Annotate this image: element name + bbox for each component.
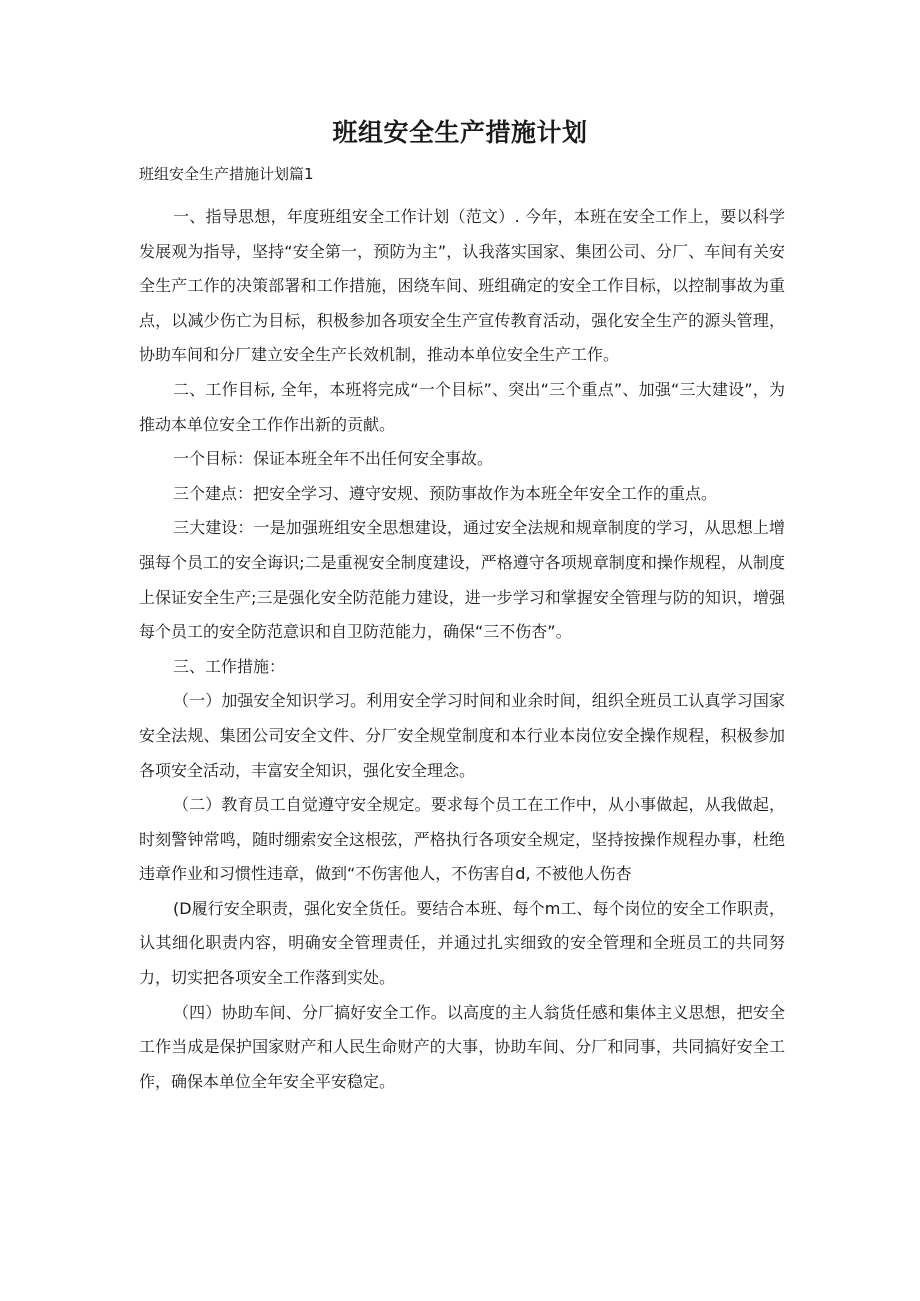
document-subtitle: 班组安全生产措施计划篇1 — [139, 165, 314, 183]
paragraph-measure-3: (D履行安全职责，强化安全货任。要结合本班、每个m工、每个岗位的安全工作职责，认其细化职责内容，明确安全管理责任，并通过扎实细致的安全管理和全班员工的共同努力，切实把各项安全工作落到实处。 — [139, 898, 785, 988]
paragraph-guiding-ideology: 一、指导思想，年度班组安全工作计划（范文）. 今年，本班在安全工作上，要以科学发展观为指导，坚持“安全第一，预防为主”，认我落实国家、集团公司、分厂、车间有关安全生产工作的决策部署和工作措施，困绕车间、班组确定的安全工作目标，以控制事故为重点，以减少伤亡为目标，积极参加各项安全生产宣传教育活动，强化安全生产的源头管理，协助车间和分厂建立安全生产长效机制，推动本单位安全生产工作。 — [139, 207, 785, 365]
paragraph-one-goal: 一个目标：保证本班全年不出任何安全事故。 — [173, 449, 494, 469]
paragraph-work-measures-heading: 三、工作措施： — [173, 656, 286, 676]
document-title: 班组安全生产措施计划 — [332, 118, 588, 147]
paragraph-measure-2: （二）教育员工自觉遵守安全规定。要求每个员工在工作中，从小事做起，从我做起，时刻警钟常鸣，随时绷索安全这根弦，严格执行各项安全规定，坚持按操作规程办事，杜绝违章作业和习惯性违章，做到“不伤害他人，不伤害自d, 不被他人伤杏 — [139, 795, 785, 884]
paragraph-measure-4: （四）协助车间、分厂搞好安全工作。以高度的主人翁货任感和集体主义思想，把安全工作当成是保护国家财产和人民生命财产的大事，协助车间、分厂和同事，共同搞好安全工作，确保本单位全年安全平安稳定。 — [139, 1002, 785, 1091]
document-body — [139, 200, 785, 1099]
paragraph-measure-1: （一）加强安全知识学习。利用安全学习时间和业余时间，组织全班员工认真学习国家安全法规、集团公司安全文件、分厂安全规堂制度和本行业本岗位安全操作规程，积极参加各项安全活动，丰富安全知识，强化安全理念。 — [139, 691, 785, 780]
paragraph-work-goals: 二、工作目标, 全年，本班将完成“一个目标”、突出“三个重点”、加强“三大建设”，为推动本单位安全工作作出新的贡献。 — [139, 379, 785, 434]
paragraph-three-focus: 三个建点：把安全学习、遵守安规、预防事故作为本班全年安全工作的重点。 — [173, 483, 718, 503]
paragraph-three-constructions: 三大建设：一是加强班组安全思想建设，通过安全法规和规章制度的学习，从思想上增强每个员工的安全诲识;二是重视安全制度建设，严格遵守各项规章制度和操作规程，从制度上保证安全生产;三是强化安全防范能力建设，进一步学习和掌握安全管理与防的知识，增强每个员工的安全防范意识和自卫防范能力，确保“三不伤杏”。 — [139, 518, 785, 642]
